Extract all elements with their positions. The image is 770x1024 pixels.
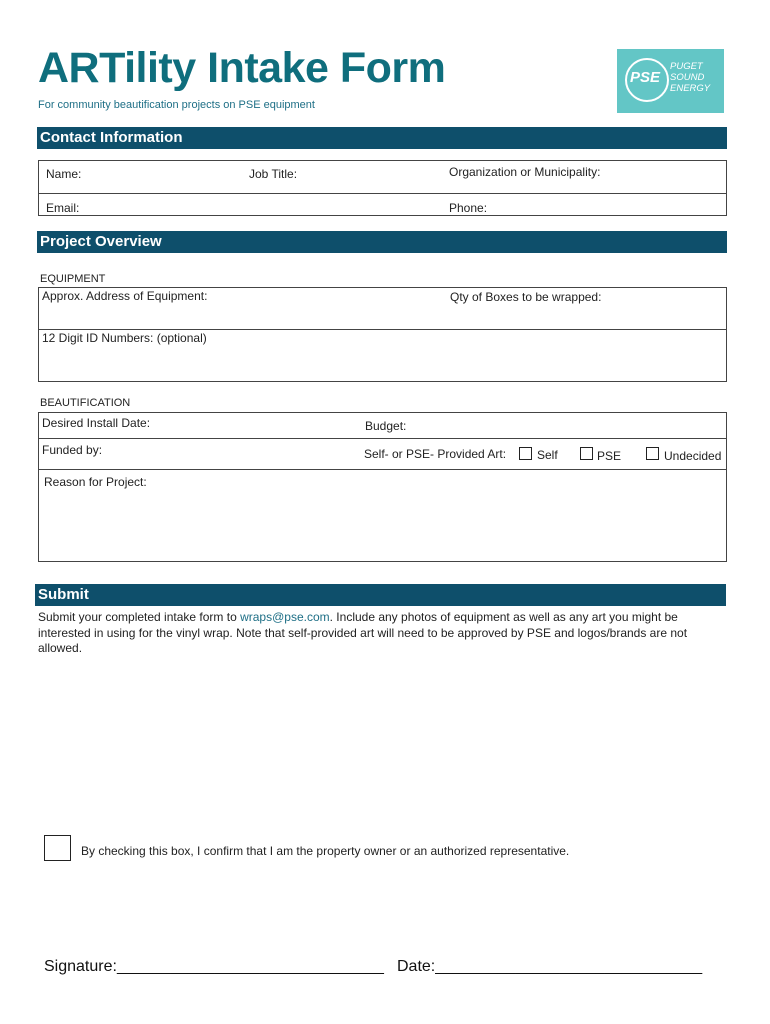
- organization-field[interactable]: Organization or Municipality:: [449, 165, 601, 179]
- logo-line-3: ENERGY: [670, 83, 711, 94]
- pse-checkbox[interactable]: [580, 447, 593, 460]
- equipment-label: EQUIPMENT: [40, 273, 106, 285]
- form-subtitle: For community beautification projects on PSE equipment: [38, 99, 315, 111]
- contact-fields-box: [38, 160, 727, 216]
- beautification-divider-2: [38, 469, 727, 470]
- contact-divider: [38, 193, 727, 194]
- beautification-label: BEAUTIFICATION: [40, 397, 131, 409]
- address-field[interactable]: Approx. Address of Equipment:: [42, 289, 208, 303]
- reason-field[interactable]: Reason for Project:: [44, 475, 147, 489]
- name-field[interactable]: Name:: [46, 167, 82, 181]
- submit-email-link[interactable]: wraps@pse.com: [240, 610, 330, 624]
- self-option-label: Self: [537, 448, 558, 462]
- phone-field[interactable]: Phone:: [449, 201, 488, 215]
- submit-instructions: [38, 610, 728, 657]
- id-numbers-field[interactable]: 12 Digit ID Numbers: (optional): [42, 331, 207, 345]
- project-section-header: Project Overview: [37, 231, 727, 253]
- funded-by-field[interactable]: Funded by:: [42, 443, 103, 457]
- contact-section-header: Contact Information: [37, 127, 727, 149]
- logo-abbr: PSE: [630, 69, 661, 86]
- submit-text-before: Submit your completed intake form to: [38, 610, 241, 624]
- logo-line-1: PUGET: [670, 61, 703, 72]
- confirm-statement: By checking this box, I confirm that I am the property owner or an authorized representative.: [81, 844, 570, 858]
- submit-text-after: . Include any photos of equipment as well as any art you might be interested in using for the vinyl wrap. Note that self-provided art will need to be approved by PSE and logos/brands are not allowed.: [38, 610, 688, 655]
- budget-field[interactable]: Budget:: [365, 419, 407, 433]
- self-checkbox[interactable]: [519, 447, 532, 460]
- logo-line-2: SOUND: [670, 72, 705, 83]
- qty-boxes-field[interactable]: Qty of Boxes to be wrapped:: [450, 290, 602, 304]
- install-date-field[interactable]: Desired Install Date:: [42, 416, 151, 430]
- confirm-checkbox[interactable]: [44, 835, 71, 861]
- beautification-divider-1: [38, 438, 727, 439]
- undecided-checkbox[interactable]: [646, 447, 659, 460]
- job-title-field[interactable]: Job Title:: [249, 167, 298, 181]
- equipment-divider: [38, 329, 727, 330]
- date-field[interactable]: Date:______________________________: [397, 958, 703, 975]
- art-source-label: Self- or PSE- Provided Art:: [364, 447, 507, 461]
- signature-field[interactable]: Signature:______________________________: [44, 958, 384, 975]
- undecided-option-label: Undecided: [664, 449, 722, 463]
- logo-wordmark: [670, 61, 710, 94]
- pse-logo: [617, 49, 724, 113]
- submit-section-header: Submit: [35, 584, 726, 606]
- form-title: ARTility Intake Form: [38, 44, 446, 92]
- pse-option-label: PSE: [597, 449, 622, 463]
- email-field[interactable]: Email:: [46, 201, 80, 215]
